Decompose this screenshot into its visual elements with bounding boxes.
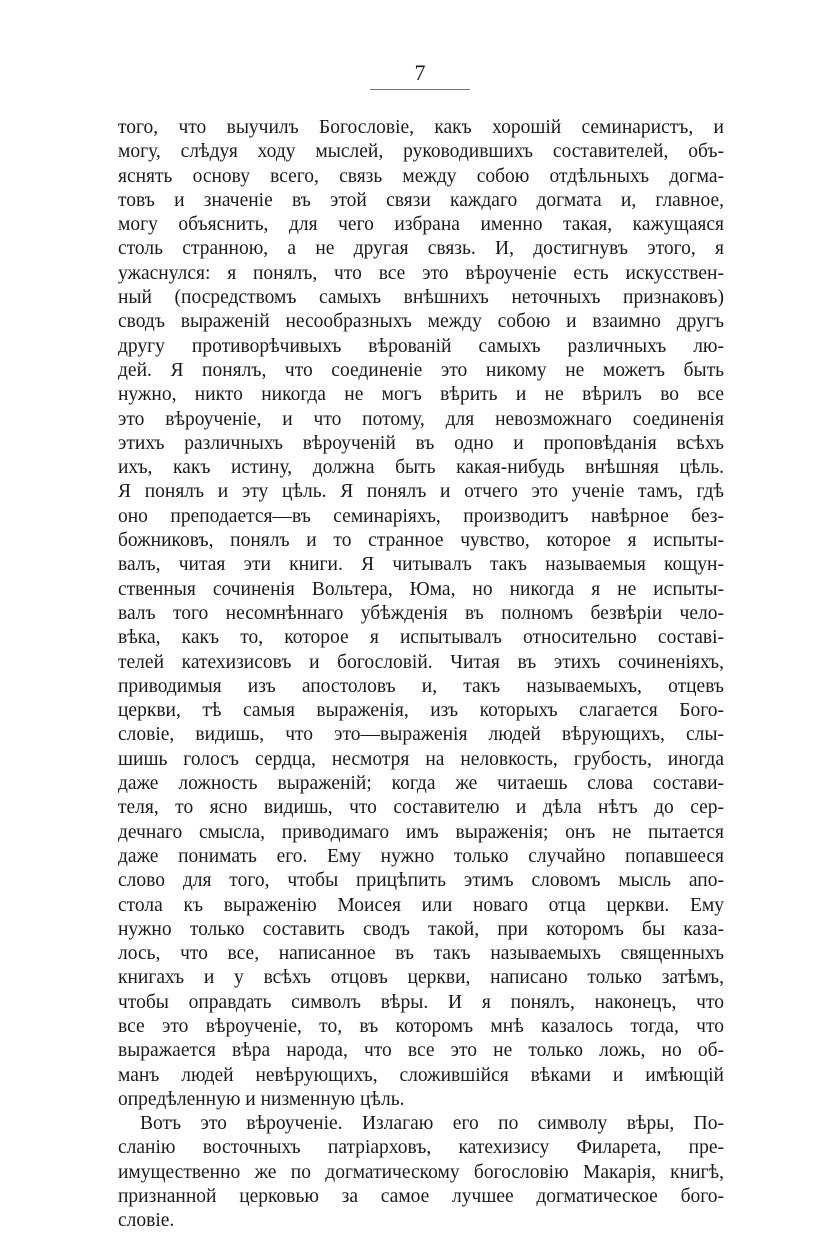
text-line: приводимыя изъ апостоловъ и, такъ называемыхъ, отцевъ [118,675,724,697]
text-line: лось, что все, написанное въ такъ называемыхъ священныхъ [118,943,724,965]
text-line: шишь голосъ сердца, несмотря на неловкость, грубость, иногда [118,748,724,770]
text-line: это вѣроученіе, и что потому, для невозможнаго соединенія [118,408,724,430]
paragraph-end-line: опредѣленную и низменную цѣль. [118,1088,405,1110]
text-line: оно преподается—въ семинаріяхъ, производитъ навѣрное без- [118,505,724,527]
text-line: дей. Я понялъ, что соединеніе это никому не можетъ быть [118,359,724,381]
text-line: нужно только составить сводъ такой, при которомъ бы каза- [118,918,724,940]
body-text [118,116,724,1234]
text-line: яснять основу всего, связь между собою отдѣльныхъ догма- [118,165,724,187]
text-line: даже понимать его. Ему нужно только случайно попавшееся [118,845,724,867]
text-line: ихъ, какъ истину, должна быть какая-нибудь внѣшняя цѣль. [118,457,724,479]
text-line: могу, слѣдуя ходу мыслей, руководившихъ составителей, объ- [118,141,724,163]
text-line: признанной церковью за самое лучшее догматическое бого- [118,1186,724,1208]
text-line: сланію восточныхъ патріарховъ, катехизису Филарета, пре- [118,1137,724,1159]
text-line: даже ложность выраженій; когда же читаешь слова состави- [118,773,724,795]
text-line: Я понялъ и эту цѣль. Я понялъ и отчего это ученіе тамъ, гдѣ [118,481,724,503]
text-line: книгахъ и у всѣхъ отцовъ церкви, написано только затѣмъ, [118,967,724,989]
text-line: вѣка, какъ то, которое я испытывалъ относительно составі- [118,627,724,649]
text-line: слово для того, чтобы прицѣпить этимъ словомъ мысль апо- [118,870,724,892]
text-line: валъ того несомнѣннаго убѣжденія въ полномъ безвѣріи чело- [118,602,724,624]
text-line: того, что выучилъ Богословіе, какъ хорошій семинаристъ, и [118,117,724,138]
text-line: дечнаго смысла, приводимаго имъ выраженія; онъ не пытается [118,821,724,843]
header-rule [370,89,470,90]
text-line: ный (посредствомъ самыхъ внѣшнихъ неточныхъ признаковъ) [118,287,724,309]
text-line: другу противорѣчивыхъ вѣрованій самыхъ различныхъ лю- [118,335,724,357]
text-line: могу объяснить, для чего избрана именно такая, кажущаяся [118,214,724,236]
text-line: товъ и значеніе въ этой связи каждаго догмата и, главное, [118,189,724,211]
text-line: нужно, никто никогда не могъ вѣрить и не вѣрилъ во все [118,384,724,406]
text-line: этихъ различныхъ вѣроученій въ одно и проповѣданія всѣхъ [118,432,724,454]
text-line: ственныя сочиненія Вольтера, Юма, но никогда я не испыты- [118,578,724,600]
text-line: валъ, читая эти книги. Я читывалъ такъ называемыя кощун- [118,554,724,576]
text-line: церкви, тѣ самыя выраженія, изъ которыхъ слагается Бого- [118,700,724,722]
text-line: чтобы оправдать символъ вѣры. И я понялъ, наконецъ, что [118,991,724,1013]
text-line: словіе, видишь, что это—выраженія людей вѣрующихъ, слы- [118,724,724,746]
text-line: божниковъ, понялъ и то странное чувство, которое я испыты- [118,530,724,552]
page-number: 7 [414,60,426,85]
text-line: имущественно же по догматическому богословію Макарія, книгѣ, [118,1161,724,1183]
paragraph-end-line: словіе. [118,1210,175,1232]
text-line: теля, то ясно видишь, что составителю и дѣла нѣтъ до сер- [118,797,724,819]
text-line: манъ людей невѣрующихъ, сложившійся вѣками и имѣющій [118,1064,724,1086]
text-line: сводъ выраженій несообразныхъ между собою и взаимно другъ [118,311,724,333]
text-line: все это вѣроученіе, то, въ которомъ мнѣ казалось тогда, что [118,1015,724,1037]
text-line: столь странною, а не другая связь. И, достигнувъ этого, я [118,238,724,260]
text-line: телей катехизисовъ и богословій. Читая въ этихъ сочиненіяхъ, [118,651,724,673]
text-line: стола къ выраженію Моисея или новаго отца церкви. Ему [118,894,724,916]
text-line: ужаснулся: я понялъ, что все это вѣроученіе есть искусствен- [118,262,724,284]
paragraph-start-line: Вотъ это вѣроученіе. Излагаю его по символу вѣры, По- [140,1113,724,1135]
text-line: выражается вѣра народа, что все это не только ложь, но об- [118,1040,724,1062]
